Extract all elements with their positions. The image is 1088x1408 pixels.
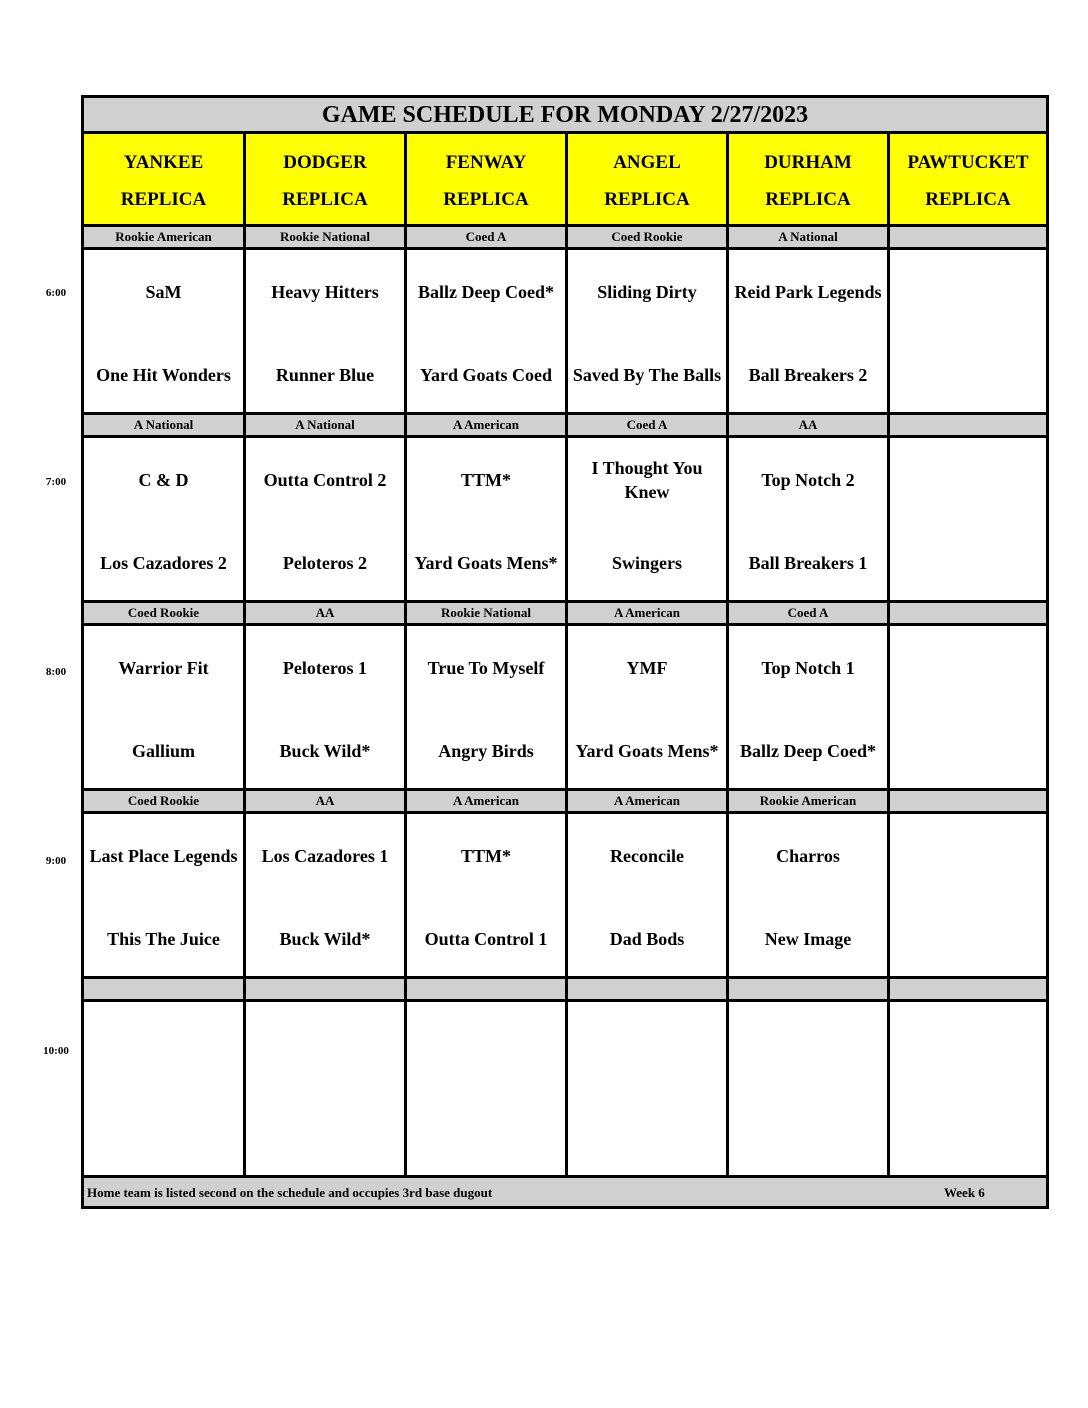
home-team — [407, 1099, 565, 1155]
league-label: AA — [726, 415, 887, 435]
home-team: Yard Goats Coed — [419, 365, 552, 385]
league-label — [84, 979, 243, 999]
league-label: A American — [565, 603, 726, 623]
game-cell — [243, 814, 404, 976]
away-team: Charros — [776, 846, 840, 866]
home-team: Angry Birds — [438, 741, 534, 761]
game-cell — [243, 1002, 404, 1175]
away-team — [246, 1016, 404, 1072]
game-cell — [84, 814, 243, 976]
home-team: Ball Breakers 2 — [748, 365, 868, 385]
game-cell — [565, 438, 726, 600]
game-cell — [565, 626, 726, 788]
league-label — [887, 979, 1046, 999]
home-team: Runner Blue — [275, 365, 375, 385]
league-label: Rookie American — [84, 227, 243, 247]
page-title: GAME SCHEDULE FOR MONDAY 2/27/2023 — [84, 98, 1046, 134]
away-team: Ballz Deep Coed* — [418, 282, 554, 302]
time-slot-row — [84, 626, 1046, 788]
league-label: Coed A — [565, 415, 726, 435]
away-team — [890, 828, 1046, 884]
game-cell — [887, 250, 1046, 412]
league-label: Coed A — [726, 603, 887, 623]
league-label — [565, 979, 726, 999]
league-label: AA — [243, 791, 404, 811]
game-cell — [404, 250, 565, 412]
game-cell — [565, 1002, 726, 1175]
away-team: Last Place Legends — [89, 846, 238, 866]
game-cell — [404, 626, 565, 788]
home-team: Los Cazadores 2 — [100, 553, 227, 573]
time-slot-row — [84, 250, 1046, 412]
home-team — [729, 1099, 887, 1155]
home-team: Ballz Deep Coed* — [740, 741, 876, 761]
home-team — [890, 723, 1046, 779]
game-cell — [404, 438, 565, 600]
away-team — [568, 1016, 726, 1072]
away-team: TTM* — [460, 846, 511, 866]
game-cell — [887, 814, 1046, 976]
game-cell — [887, 1002, 1046, 1175]
home-team: Yard Goats Mens* — [414, 553, 558, 573]
home-team — [890, 535, 1046, 591]
away-team: Sliding Dirty — [597, 282, 697, 302]
league-label: A American — [404, 791, 565, 811]
game-cell — [84, 250, 243, 412]
league-label — [243, 979, 404, 999]
home-team: Gallium — [131, 741, 195, 761]
league-label: Coed Rookie — [84, 791, 243, 811]
away-team: True To Myself — [427, 658, 545, 678]
time-slot-row — [84, 1002, 1046, 1175]
field-header-row — [84, 134, 1046, 224]
home-team — [84, 1099, 243, 1155]
home-team: Dad Bods — [609, 929, 685, 949]
field-header: FENWAY REPLICA — [404, 134, 565, 224]
away-team: Los Cazadores 1 — [261, 846, 389, 866]
field-header: DODGER REPLICA — [243, 134, 404, 224]
league-label — [404, 979, 565, 999]
away-team — [890, 1016, 1046, 1072]
home-team: One Hit Wonders — [96, 365, 231, 385]
league-label: A National — [84, 415, 243, 435]
game-cell — [84, 438, 243, 600]
league-label — [887, 415, 1046, 435]
league-label: Coed Rookie — [565, 227, 726, 247]
time-label-10: 10:00 — [43, 1045, 69, 1057]
game-cell — [565, 814, 726, 976]
away-team — [890, 452, 1046, 508]
game-cell — [404, 814, 565, 976]
home-team — [890, 347, 1046, 403]
away-team: Outta Control 2 — [263, 470, 387, 490]
field-header: DURHAM REPLICA — [726, 134, 887, 224]
away-team: Top Notch 1 — [761, 658, 855, 678]
home-team — [890, 1099, 1046, 1155]
home-team — [246, 1099, 404, 1155]
home-team — [890, 911, 1046, 967]
league-label: Rookie National — [243, 227, 404, 247]
home-team: Ball Breakers 1 — [748, 553, 868, 573]
league-label: A National — [726, 227, 887, 247]
league-label — [887, 791, 1046, 811]
home-team: New Image — [764, 929, 852, 949]
time-label-7: 7:00 — [45, 476, 67, 488]
home-team: This The Juice — [107, 929, 220, 949]
time-slot-row — [84, 438, 1046, 600]
field-header: PAWTUCKET REPLICA — [887, 134, 1046, 224]
footer-bar — [84, 1178, 1046, 1206]
away-team: Heavy Hitters — [271, 282, 379, 302]
game-cell — [243, 626, 404, 788]
footer-note: Home team is listed second on the schedule and occupies 3rd base dugout — [87, 1185, 493, 1200]
league-label: A National — [243, 415, 404, 435]
time-label-9: 9:00 — [45, 855, 67, 867]
home-team: Swingers — [611, 553, 682, 573]
away-team: SaM — [145, 282, 182, 302]
away-team — [729, 1016, 887, 1072]
league-row — [84, 415, 1046, 435]
game-cell — [726, 814, 887, 976]
away-team: Top Notch 2 — [761, 470, 855, 490]
game-cell — [84, 1002, 243, 1175]
game-cell — [887, 626, 1046, 788]
away-team: C & D — [138, 470, 189, 490]
away-team: YMF — [626, 658, 668, 678]
game-cell — [243, 250, 404, 412]
league-label: Coed Rookie — [84, 603, 243, 623]
game-cell — [726, 250, 887, 412]
league-label: AA — [243, 603, 404, 623]
league-label: Rookie National — [404, 603, 565, 623]
away-team: I Thought You Knew — [591, 458, 703, 502]
game-cell — [726, 1002, 887, 1175]
league-row — [84, 603, 1046, 623]
away-team: Peloteros 1 — [282, 658, 368, 678]
time-slot-row — [84, 814, 1046, 976]
away-team — [84, 1016, 243, 1072]
game-cell — [243, 438, 404, 600]
league-row — [84, 227, 1046, 247]
game-cell — [887, 438, 1046, 600]
home-team: Outta Control 1 — [424, 929, 548, 949]
home-team: Peloteros 2 — [282, 553, 368, 573]
league-label — [726, 979, 887, 999]
home-team: Yard Goats Mens* — [575, 741, 719, 761]
home-team — [568, 1099, 726, 1155]
league-row — [84, 979, 1046, 999]
week-label: Week 6 — [944, 1185, 985, 1200]
league-label: Coed A — [404, 227, 565, 247]
home-team: Saved By The Balls — [572, 365, 722, 385]
away-team: Reid Park Legends — [734, 282, 882, 302]
game-cell — [565, 250, 726, 412]
league-label: A American — [565, 791, 726, 811]
game-cell — [404, 1002, 565, 1175]
away-team: Warrior Fit — [118, 658, 209, 678]
home-team: Buck Wild* — [279, 929, 371, 949]
game-cell — [84, 626, 243, 788]
schedule-table — [81, 95, 1049, 1209]
away-team — [890, 264, 1046, 320]
away-team — [407, 1016, 565, 1072]
time-label-8: 8:00 — [45, 666, 67, 678]
league-label: Rookie American — [726, 791, 887, 811]
home-team: Buck Wild* — [279, 741, 371, 761]
game-cell — [726, 438, 887, 600]
time-label-6: 6:00 — [45, 287, 67, 299]
away-team: TTM* — [460, 470, 511, 490]
away-team — [890, 640, 1046, 696]
away-team: Reconcile — [610, 846, 684, 866]
field-header: YANKEE REPLICA — [84, 134, 243, 224]
league-row — [84, 791, 1046, 811]
league-label — [887, 227, 1046, 247]
field-header: ANGEL REPLICA — [565, 134, 726, 224]
league-label: A American — [404, 415, 565, 435]
game-cell — [726, 626, 887, 788]
league-label — [887, 603, 1046, 623]
